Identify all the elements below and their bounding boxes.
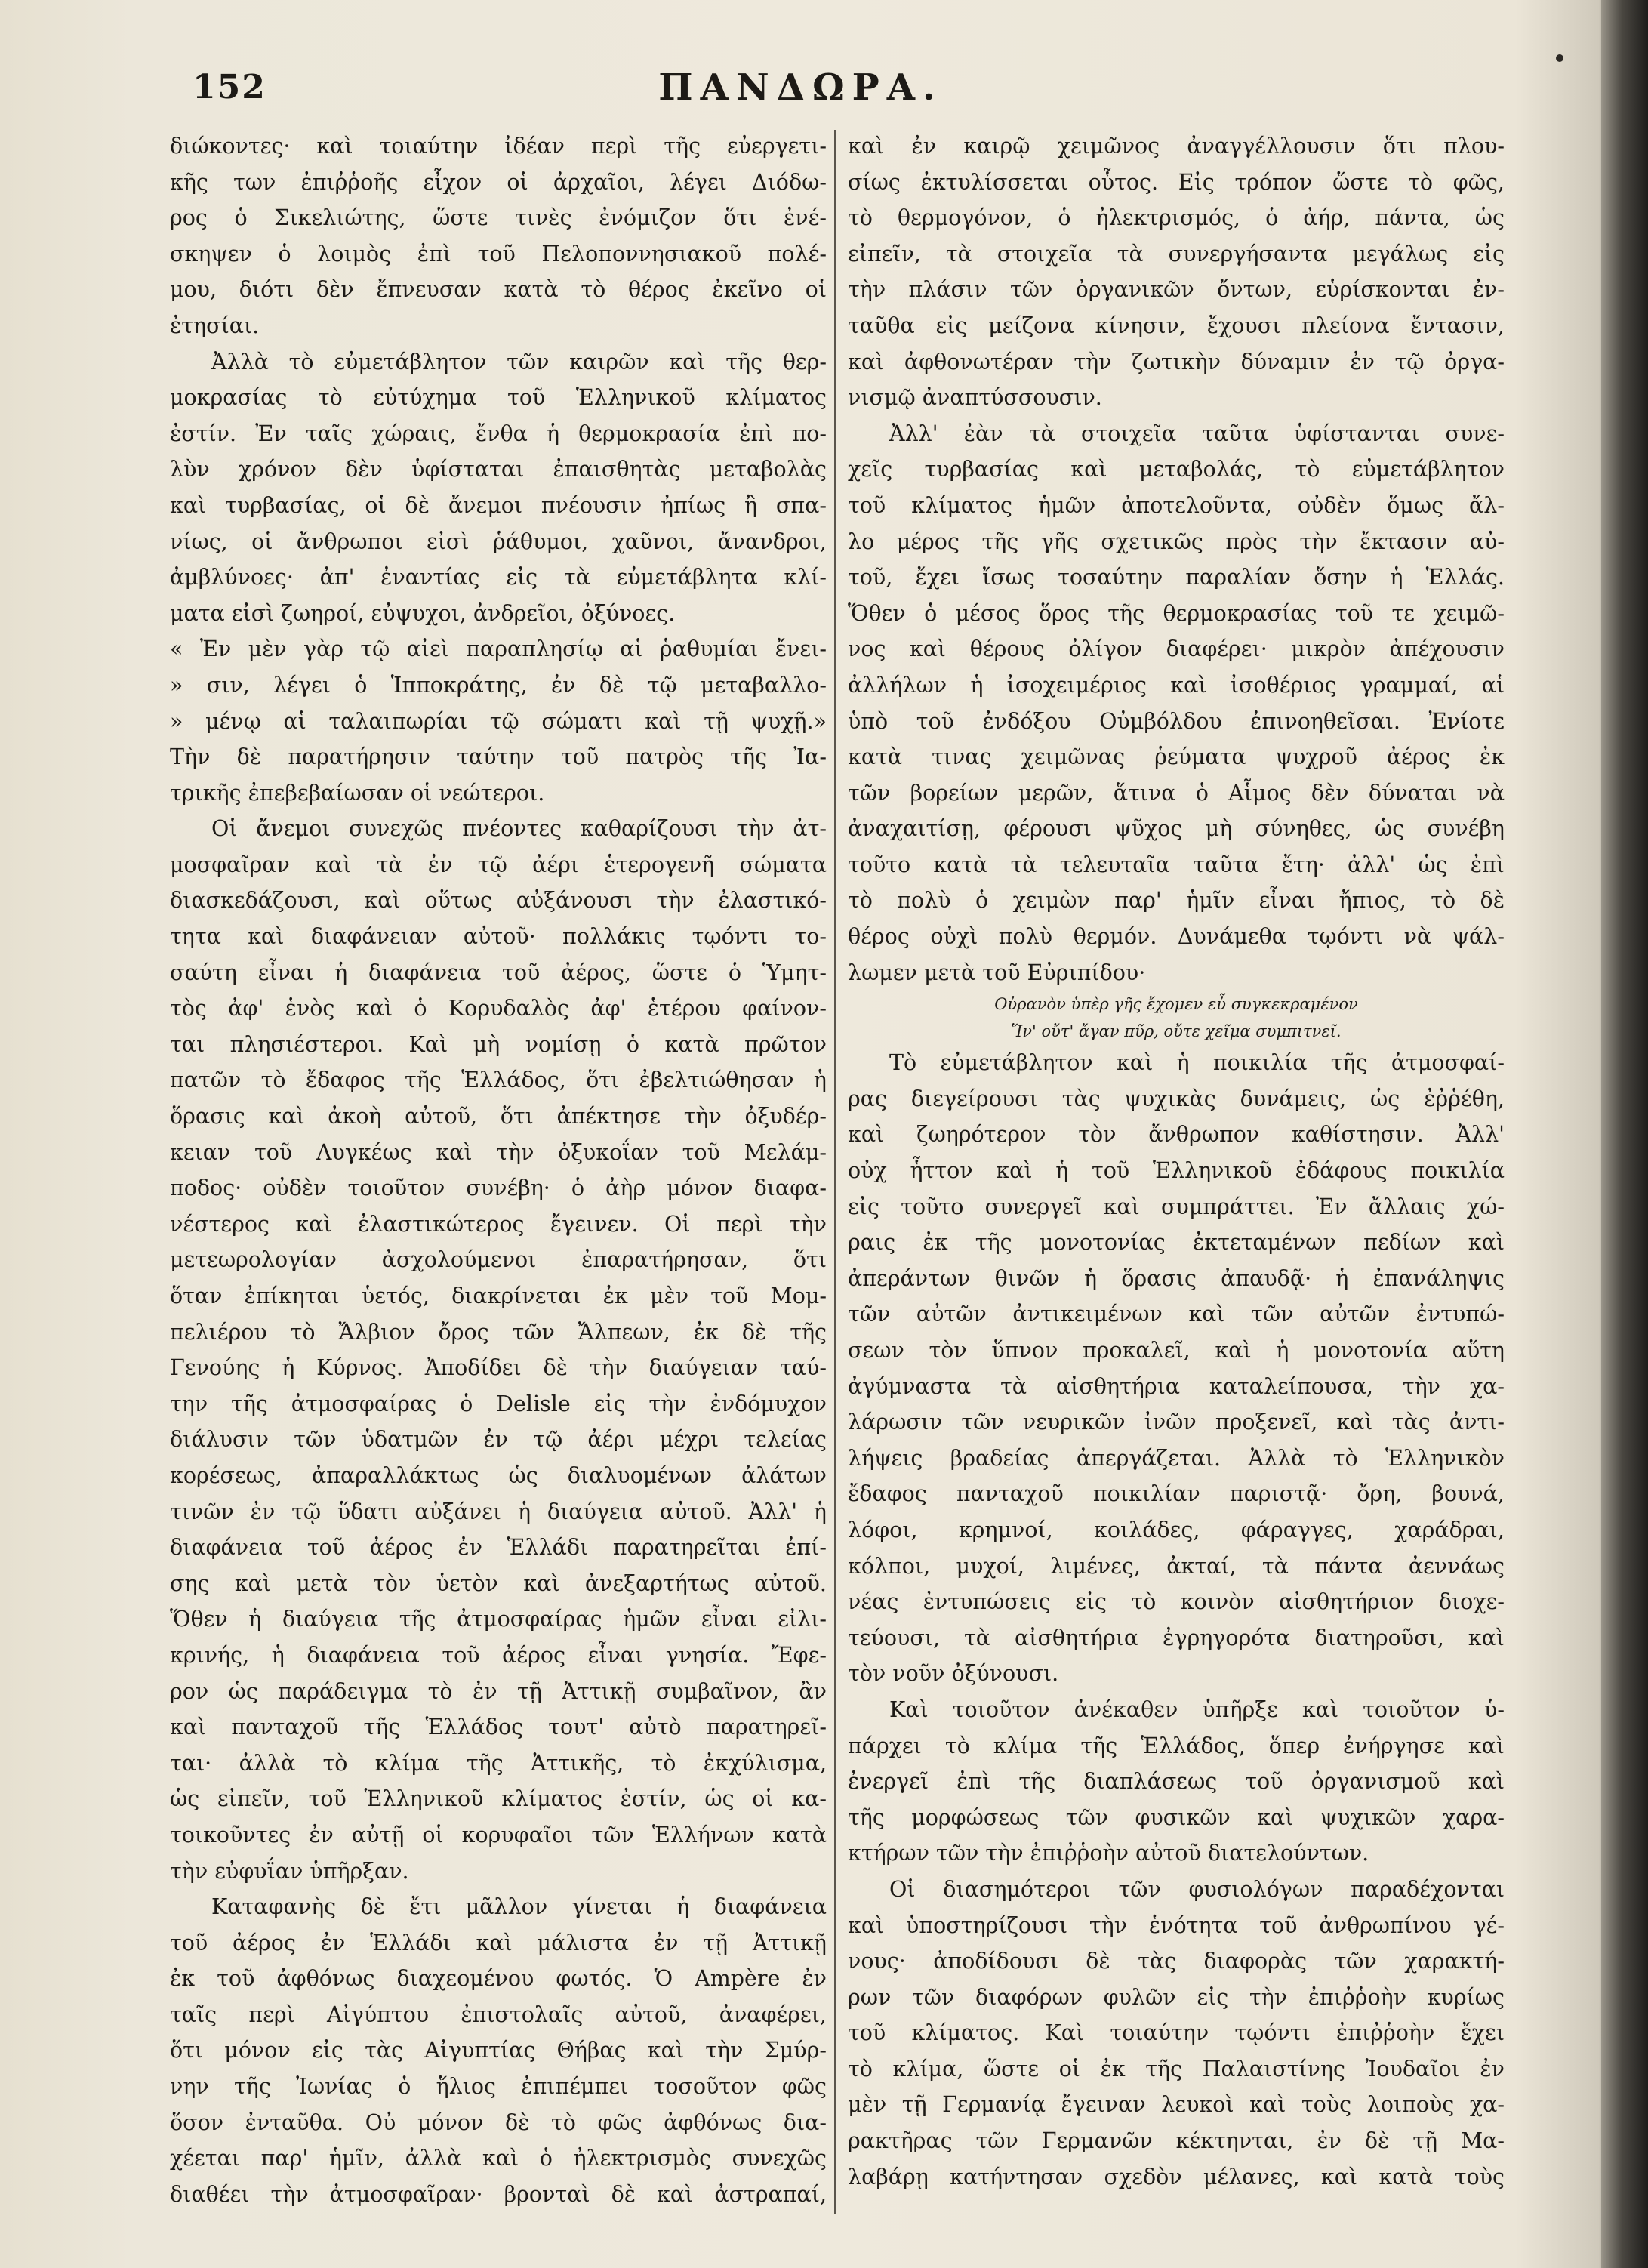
text-line: ταῖς περὶ Αἰγύπτου ἐπιστολαῖς αὐτοῦ, ἀναφέρει, [170, 2001, 827, 2027]
text-line: κρινής, ἡ διαφάνεια τοῦ ἀέρος εἶναι γνησία. Ἔφε- [170, 1642, 827, 1668]
text-line: σίως ἐκτυλίσσεται οὗτος. Εἰς τρόπον ὥστε τὸ φῶς, [848, 169, 1505, 195]
verse-line: Ἵν' οὔτ' ἄγαν πῦρ, οὔτε χεῖμα συμπιτνεῖ. [1011, 1022, 1342, 1041]
text-line: ται πλησιέστεροι. Καὶ μὴ νομίσῃ ὁ κατὰ πρῶτον [170, 1031, 827, 1057]
text-line: μὲν τῇ Γερμανίᾳ ἔγειναν λευκοὶ καὶ τοὺς λοιποὺς χα- [848, 2092, 1505, 2118]
text-line: λο μέρος τῆς γῆς σχετικῶς πρὸς τὴν ἔκτασιν αὐ- [848, 528, 1505, 554]
text-line: διασκεδάζουσι, καὶ οὕτως αὐξάνουσι τὴν ἐλαστικό- [170, 888, 827, 914]
text-line: κορέσεως, ἀπαραλλάκτως ὡς διαλυομένων ἀλάτων [170, 1462, 827, 1488]
text-line: « Ἐν μὲν γὰρ τῷ αἰεὶ παραπλησίῳ αἱ ῥαθυμίαι ἔνει- [170, 636, 827, 662]
text-line: σαύτη εἶναι ἡ διαφάνεια τοῦ ἀέρος, ὥστε ὁ Ὑμητ- [170, 960, 827, 985]
verse-line: Οὐρανὸν ὑπὲρ γῆς ἔχομεν εὖ συγκεκραμένον [994, 995, 1358, 1014]
text-line: τοῦ κλίματος. Καὶ τοιαύτην τῳόντι ἐπιῤῥοὴν ἔχει [848, 2020, 1505, 2046]
text-line: Τὸ εὐμετάβλητον καὶ ἡ ποικιλία τῆς ἀτμοσφαί- [889, 1050, 1505, 1076]
text-line: τοῦτο κατὰ τὰ τελευταῖα ταῦτα ἔτη· ἀλλ' ὡς ἐπὶ [848, 852, 1505, 877]
text-line: τῶν βορείων μερῶν, ἅτινα ὁ Αἷμος δὲν δύναται νὰ [848, 780, 1505, 806]
text-line: τεύουσι, τὰ αἰσθητήρια ἐγρηγορότα διατηροῦσι, καὶ [848, 1625, 1505, 1650]
text-line: ἐτησίαι. [170, 313, 260, 338]
text-line: νος καὶ θέρους ὀλίγον διαφέρει· μικρὸν ἀπέχουσιν [848, 636, 1505, 662]
text-line: ὅσον ἐνταῦθα. Οὐ μόνον δὲ τὸ φῶς ἀφθόνως δια- [170, 2109, 827, 2135]
page-number: 152 [193, 68, 266, 106]
text-line: » μένῳ αἱ ταλαιπωρίαι τῷ σώματι καὶ τῇ ψυχῇ.» [170, 708, 827, 734]
text-line: ὅταν ἐπίκηται ὑετός, διακρίνεται ἐκ μὲν τοῦ Μομ- [170, 1283, 827, 1308]
text-line: λάρωσιν τῶν νευρικῶν ἰνῶν προξενεῖ, καὶ τὰς ἀντι- [848, 1410, 1505, 1435]
text-line: ἀπεράντων θινῶν ἡ ὅρασις ἀπαυδᾷ· ἡ ἐπανάληψις [848, 1265, 1505, 1291]
text-line: ἐστίν. Ἐν ταῖς χώραις, ἔνθα ἡ θερμοκρασία ἐπὶ πο- [170, 421, 827, 446]
text-line: θέρος οὐχὶ πολὺ θερμόν. Δυνάμεθα τῳόντι νὰ ψάλ- [848, 924, 1505, 950]
text-line: ὑπὸ τοῦ ἐνδόξου Οὐμβόλδου ἐπινοηθεῖσαι. Ἐνίοτε [848, 708, 1505, 734]
text-line: λαβάρῃ κατήντησαν σχεδὸν μέλανες, καὶ κατὰ τοὺς [848, 2164, 1505, 2189]
text-line: καὶ ἐν καιρῷ χειμῶνος ἀναγγέλλουσιν ὅτι πλου- [848, 134, 1505, 159]
text-line: σης καὶ μετὰ τὸν ὑετὸν καὶ ἀνεξαρτήτως αὐτοῦ. [170, 1570, 827, 1596]
left-column [170, 128, 827, 2212]
text-line: λὺν χρόνον δὲν ὑφίσταται ἐπαισθητὰς μεταβολὰς [170, 457, 827, 482]
text-line: λωμεν μετὰ τοῦ Εὐριπίδου· [848, 960, 1146, 985]
text-line: πάρχει τὸ κλίμα τῆς Ἑλλάδος, ὅπερ ἐνήργησε καὶ [848, 1733, 1505, 1758]
text-line: τητα καὶ διαφάνειαν αὐτοῦ· πολλάκις τῳόντι το- [170, 924, 827, 950]
text-line: ἐκ τοῦ ἀφθόνως διαχεομένου φωτός. Ὁ Ampère ἐν [170, 1966, 827, 1992]
text-line: νην τῆς Ἰωνίας ὁ ἥλιος ἐπιπέμπει τοσοῦτον φῶς [170, 2074, 827, 2100]
text-line: ματα εἰσὶ ζωηροί, εὐψυχοι, ἀνδρεῖοι, ὀξύνοες. [170, 600, 676, 626]
ink-speck [1556, 54, 1563, 62]
text-line: ρος ὁ Σικελιώτης, ὥστε τινὲς ἐνόμιζον ὅτι ἐνέ- [170, 205, 827, 231]
text-line: χεῖς τυρβασίας καὶ μεταβολάς, τὸ εὐμετάβλητον [848, 457, 1505, 482]
text-line: λήψεις βραδείας ἀπεργάζεται. Ἀλλὰ τὸ Ἑλληνικὸν [848, 1445, 1505, 1471]
text-line: ἀλλήλων ἡ ἰσοχειμέριος καὶ ἰσοθέριος γραμμαί, αἱ [848, 672, 1505, 698]
text-line: κτήρων τῶν τὴν ἐπιῤῥοὴν αὐτοῦ διατελούντων. [848, 1841, 1369, 1866]
text-line: Ἀλλὰ τὸ εὐμετάβλητον τῶν καιρῶν καὶ τῆς θερ- [211, 349, 827, 374]
text-line: ρον ὡς παράδειγμα τὸ ἐν τῇ Ἀττικῇ συμβαῖνον, ἂν [170, 1678, 827, 1704]
text-line: Τὴν δὲ παρατήρησιν ταύτην τοῦ πατρὸς τῆς Ἰα- [170, 744, 827, 770]
text-line: κῆς των ἐπιῤῥοῆς εἶχον οἱ ἀρχαῖοι, λέγει Διόδω- [170, 169, 827, 195]
book-spine-shadow [1601, 0, 1648, 2268]
text-line: τὸ κλίμα, ὥστε οἱ ἐκ τῆς Παλαιστίνης Ἰουδαῖοι ἐν [848, 2056, 1505, 2082]
text-line: Ὅθεν ὁ μέσος ὅρος τῆς θερμοκρασίας τοῦ τε χειμῶ- [848, 600, 1505, 626]
text-line: τὸ πολὺ ὁ χειμὼν παρ' ἡμῖν εἶναι ἤπιος, τὸ δὲ [848, 888, 1505, 914]
right-column [848, 128, 1505, 2195]
text-line: λόφοι, κρημνοί, κοιλάδες, φάραγγες, χαράδραι, [848, 1517, 1505, 1542]
text-line: μοσφαῖραν καὶ τὰ ἐν τῷ ἀέρι ἑτερογενῆ σώματα [170, 852, 827, 877]
text-line: τρικῆς ἐπεβεβαίωσαν οἱ νεώτεροι. [170, 780, 545, 806]
text-line: κόλποι, μυχοί, λιμένες, ἀκταί, τὰ πάντα ἀεννάως [848, 1553, 1505, 1579]
text-line: σκηψεν ὁ λοιμὸς ἐπὶ τοῦ Πελοποννησιακοῦ πολέ- [170, 241, 827, 267]
text-line: τὸς ἀφ' ἑνὸς καὶ ὁ Κορυδαλὸς ἀφ' ἑτέρου φαίνον- [170, 996, 827, 1022]
text-line: καὶ τυρβασίας, οἱ δὲ ἄνεμοι πνέουσιν ἠπίως ἢ σπα- [170, 492, 827, 518]
text-line: νέστερος καὶ ἐλαστικώτερος ἔγεινεν. Οἱ περὶ τὴν [170, 1211, 827, 1237]
text-line: ὅρασις καὶ ἀκοὴ αὐτοῦ, ὅτι ἀπέκτησε τὴν ὀξυδέρ- [170, 1104, 827, 1129]
text-line: Οἱ ἄνεμοι συνεχῶς πνέοντες καθαρίζουσι τὴν ἀτ- [211, 816, 827, 842]
text-line: τοῦ ἀέρος ἐν Ἑλλάδι καὶ μάλιστα ἐν τῇ Ἀττικῇ [170, 1930, 827, 1955]
text-line: κατὰ τινας χειμῶνας ῥεύματα ψυχροῦ ἀέρος ἐκ [848, 744, 1505, 770]
text-line: διώκοντες· καὶ τοιαύτην ἰδέαν περὶ τῆς εὐεργετι- [170, 134, 827, 159]
text-line: εἰς τοῦτο συνεργεῖ καὶ συμπράττει. Ἐν ἄλλαις χώ- [848, 1194, 1505, 1219]
text-line: ποδος· οὐδὲν τοιοῦτον συνέβη· ὁ ἀὴρ μόνον διαφα- [170, 1176, 827, 1201]
text-line: τοῦ κλίματος ἡμῶν ἀποτελοῦντα, οὐδὲν ὅμως ἄλ- [848, 492, 1505, 518]
text-line: πατῶν τὸ ἔδαφος τῆς Ἑλλάδος, ὅτι ἐβελτιώθησαν ἡ [170, 1068, 827, 1093]
text-line: τὴν πλάσιν τῶν ὀργανικῶν ὄντων, εὑρίσκονται ἐν- [848, 277, 1505, 303]
text-line: ρων τῶν διαφόρων φυλῶν εἰς τὴν ἐπιῤῥοὴν κυρίως [848, 1984, 1505, 2010]
text-line: Καταφανὴς δὲ ἔτι μᾶλλον γίνεται ἡ διαφάνεια [211, 1894, 827, 1920]
text-line: τινῶν ἐν τῷ ὕδατι αὐξάνει ἡ διαύγεια αὐτοῦ. Ἀλλ' ἡ [170, 1499, 827, 1524]
text-line: ἀγύμναστα τὰ αἰσθητήρια καταλείπουσα, τὴν χα- [848, 1373, 1505, 1399]
text-line: Οἱ διασημότεροι τῶν φυσιολόγων παραδέχονται [889, 1876, 1505, 1902]
text-line: διάλυσιν τῶν ὑδατμῶν ἐν τῷ ἀέρι μέχρι τελείας [170, 1427, 827, 1453]
text-line: διαθέει τὴν ἀτμοσφαῖραν· βρονταὶ δὲ καὶ ἀστραπαί, [170, 2181, 827, 2207]
text-line: ἐνεργεῖ ἐπὶ τῆς διαπλάσεως τοῦ ὀργανισμοῦ καὶ [848, 1769, 1505, 1795]
text-line: διαφάνεια τοῦ ἀέρος ἐν Ἑλλάδι παρατηρεῖται ἐπί- [170, 1535, 827, 1561]
text-line: νισμῷ ἀναπτύσσουσιν. [848, 385, 1102, 411]
text-line: νίως, οἱ ἄνθρωποι εἰσὶ ῥάθυμοι, χαῦνοι, ἄνανδροι, [170, 528, 827, 554]
text-line: ται· ἀλλὰ τὸ κλίμα τῆς Ἀττικῆς, τὸ ἐκχύλισμα, [170, 1750, 827, 1776]
text-line: σεων τὸν ὕπνον προκαλεῖ, καὶ ἡ μονοτονία αὕτη [848, 1338, 1505, 1363]
text-line: τῆς μορφώσεως τῶν φυσικῶν καὶ ψυχικῶν χαρα- [848, 1804, 1505, 1830]
text-line: ὡς εἰπεῖν, τοῦ Ἑλληνικοῦ κλίματος ἐστίν, ὡς οἱ κα- [170, 1786, 827, 1812]
text-line: ρακτῆρας τῶν Γερμανῶν κέκτηνται, ἐν δὲ τῇ Μα- [848, 2128, 1505, 2154]
text-line: Ὅθεν ἡ διαύγεια τῆς ἀτμοσφαίρας ἡμῶν εἶναι εἰλι- [170, 1607, 827, 1632]
text-line: τὸν νοῦν ὀξύνουσι. [848, 1661, 1059, 1687]
text-line: χέεται παρ' ἡμῖν, ἀλλὰ καὶ ὁ ἠλεκτρισμὸς συνεχῶς [170, 2146, 827, 2171]
text-line: » σιν, λέγει ὁ Ἱπποκράτης, ἐν δὲ τῷ μεταβαλλο- [170, 672, 827, 698]
text-line: κειαν τοῦ Λυγκέως καὶ τὴν ὀξυκοΐαν τοῦ Μελάμ- [170, 1139, 827, 1165]
text-line: καὶ ὑποστηρίζουσι τὴν ἑνότητα τοῦ ἀνθρωπίνου γέ- [848, 1912, 1505, 1938]
text-line: τὴν εὐφυΐαν ὑπῆρξαν. [170, 1858, 409, 1884]
text-line: τῶν αὐτῶν ἀντικειμένων καὶ τῶν αὐτῶν ἐντυπώ- [848, 1302, 1505, 1327]
text-line: πελιέρου τὸ Ἄλβιον ὄρος τῶν Ἄλπεων, ἐκ δὲ τῆς [170, 1319, 827, 1345]
text-line: ἀναχαιτίσῃ, φέρουσι ψῦχος μὴ σύνηθες, ὡς συνέβη [848, 816, 1505, 842]
text-line: νέας ἐντυπώσεις εἰς τὸ κοινὸν αἰσθητήριον διοχε- [848, 1589, 1505, 1615]
text-line: ἔδαφος πανταχοῦ ποικιλίαν παριστᾷ· ὄρη, βουνά, [848, 1481, 1505, 1507]
text-line: Γενούης ἡ Κύρνος. Ἀποδίδει δὲ τὴν διαύγειαν ταύ- [170, 1355, 827, 1381]
column-rule [834, 130, 836, 2214]
text-line: μετεωρολογίαν ἀσχολούμενοι ἐπαρατήρησαν, ὅτι [170, 1247, 827, 1273]
text-line: την τῆς ἀτμοσφαίρας ὁ Delisle εἰς τὴν ἐνδόμυχον [170, 1391, 827, 1416]
text-line: καὶ ζωηρότερον τὸν ἄνθρωπον καθίστησιν. Ἀλλ' [848, 1122, 1505, 1148]
text-line: ταῦθα εἰς μείζονα κίνησιν, ἔχουσι πλείονα ἔντασιν, [848, 313, 1505, 338]
text-line: καὶ πανταχοῦ τῆς Ἑλλάδος τουτ' αὐτὸ παρατηρεῖ- [170, 1715, 827, 1740]
text-line: ρας διεγείρουσι τὰς ψυχικὰς δυνάμεις, ὡς ἐῤῥέθη, [848, 1086, 1505, 1111]
text-line: τοικοῦντες ἐν αὐτῇ οἱ κορυφαῖοι τῶν Ἑλλήνων κατὰ [170, 1822, 827, 1847]
text-line: καὶ ἀφθονωτέραν τὴν ζωτικὴν δύναμιν ἐν τῷ ὀργα- [848, 349, 1505, 374]
text-line: οὐχ ἧττον καὶ ἡ τοῦ Ἑλληνικοῦ ἐδάφους ποικιλία [848, 1158, 1505, 1184]
text-line: ἀμβλύνοες· ἀπ' ἐναντίας εἰς τὰ εὐμετάβλητα κλί- [170, 565, 827, 590]
text-line: ὅτι μόνον εἰς τὰς Αἰγυπτίας Θήβας καὶ τὴν Σμύρ- [170, 2038, 827, 2063]
text-line: μου, διότι δὲν ἔπνευσαν κατὰ τὸ θέρος ἐκεῖνο οἱ [170, 277, 827, 303]
text-line: Καὶ τοιοῦτον ἀνέκαθεν ὑπῆρξε καὶ τοιοῦτον ὑ- [889, 1696, 1505, 1722]
text-line: εἰπεῖν, τὰ στοιχεῖα τὰ συνεργήσαντα μεγάλως εἰς [848, 241, 1505, 267]
text-line: νους· ἀποδίδουσι δὲ τὰς διαφορὰς τῶν χαρακτή- [848, 1949, 1505, 1974]
running-title: ΠΑΝΔΩΡΑ. [658, 66, 943, 109]
text-line: Ἀλλ' ἐὰν τὰ στοιχεῖα ταῦτα ὑφίστανται συνε- [889, 421, 1505, 446]
text-line: τὸ θερμογόνον, ὁ ἠλεκτρισμός, ὁ ἀήρ, πάντα, ὡς [848, 205, 1505, 231]
text-line: ραις ἐκ τῆς μονοτονίας ἐκτεταμένων πεδίων καὶ [848, 1230, 1505, 1256]
text-line: τοῦ, ἔχει ἴσως τοσαύτην παραλίαν ὅσην ἡ Ἑλλάς. [848, 565, 1505, 590]
text-line: μοκρασίας τὸ εὐτύχημα τοῦ Ἑλληνικοῦ κλίματος [170, 385, 827, 411]
